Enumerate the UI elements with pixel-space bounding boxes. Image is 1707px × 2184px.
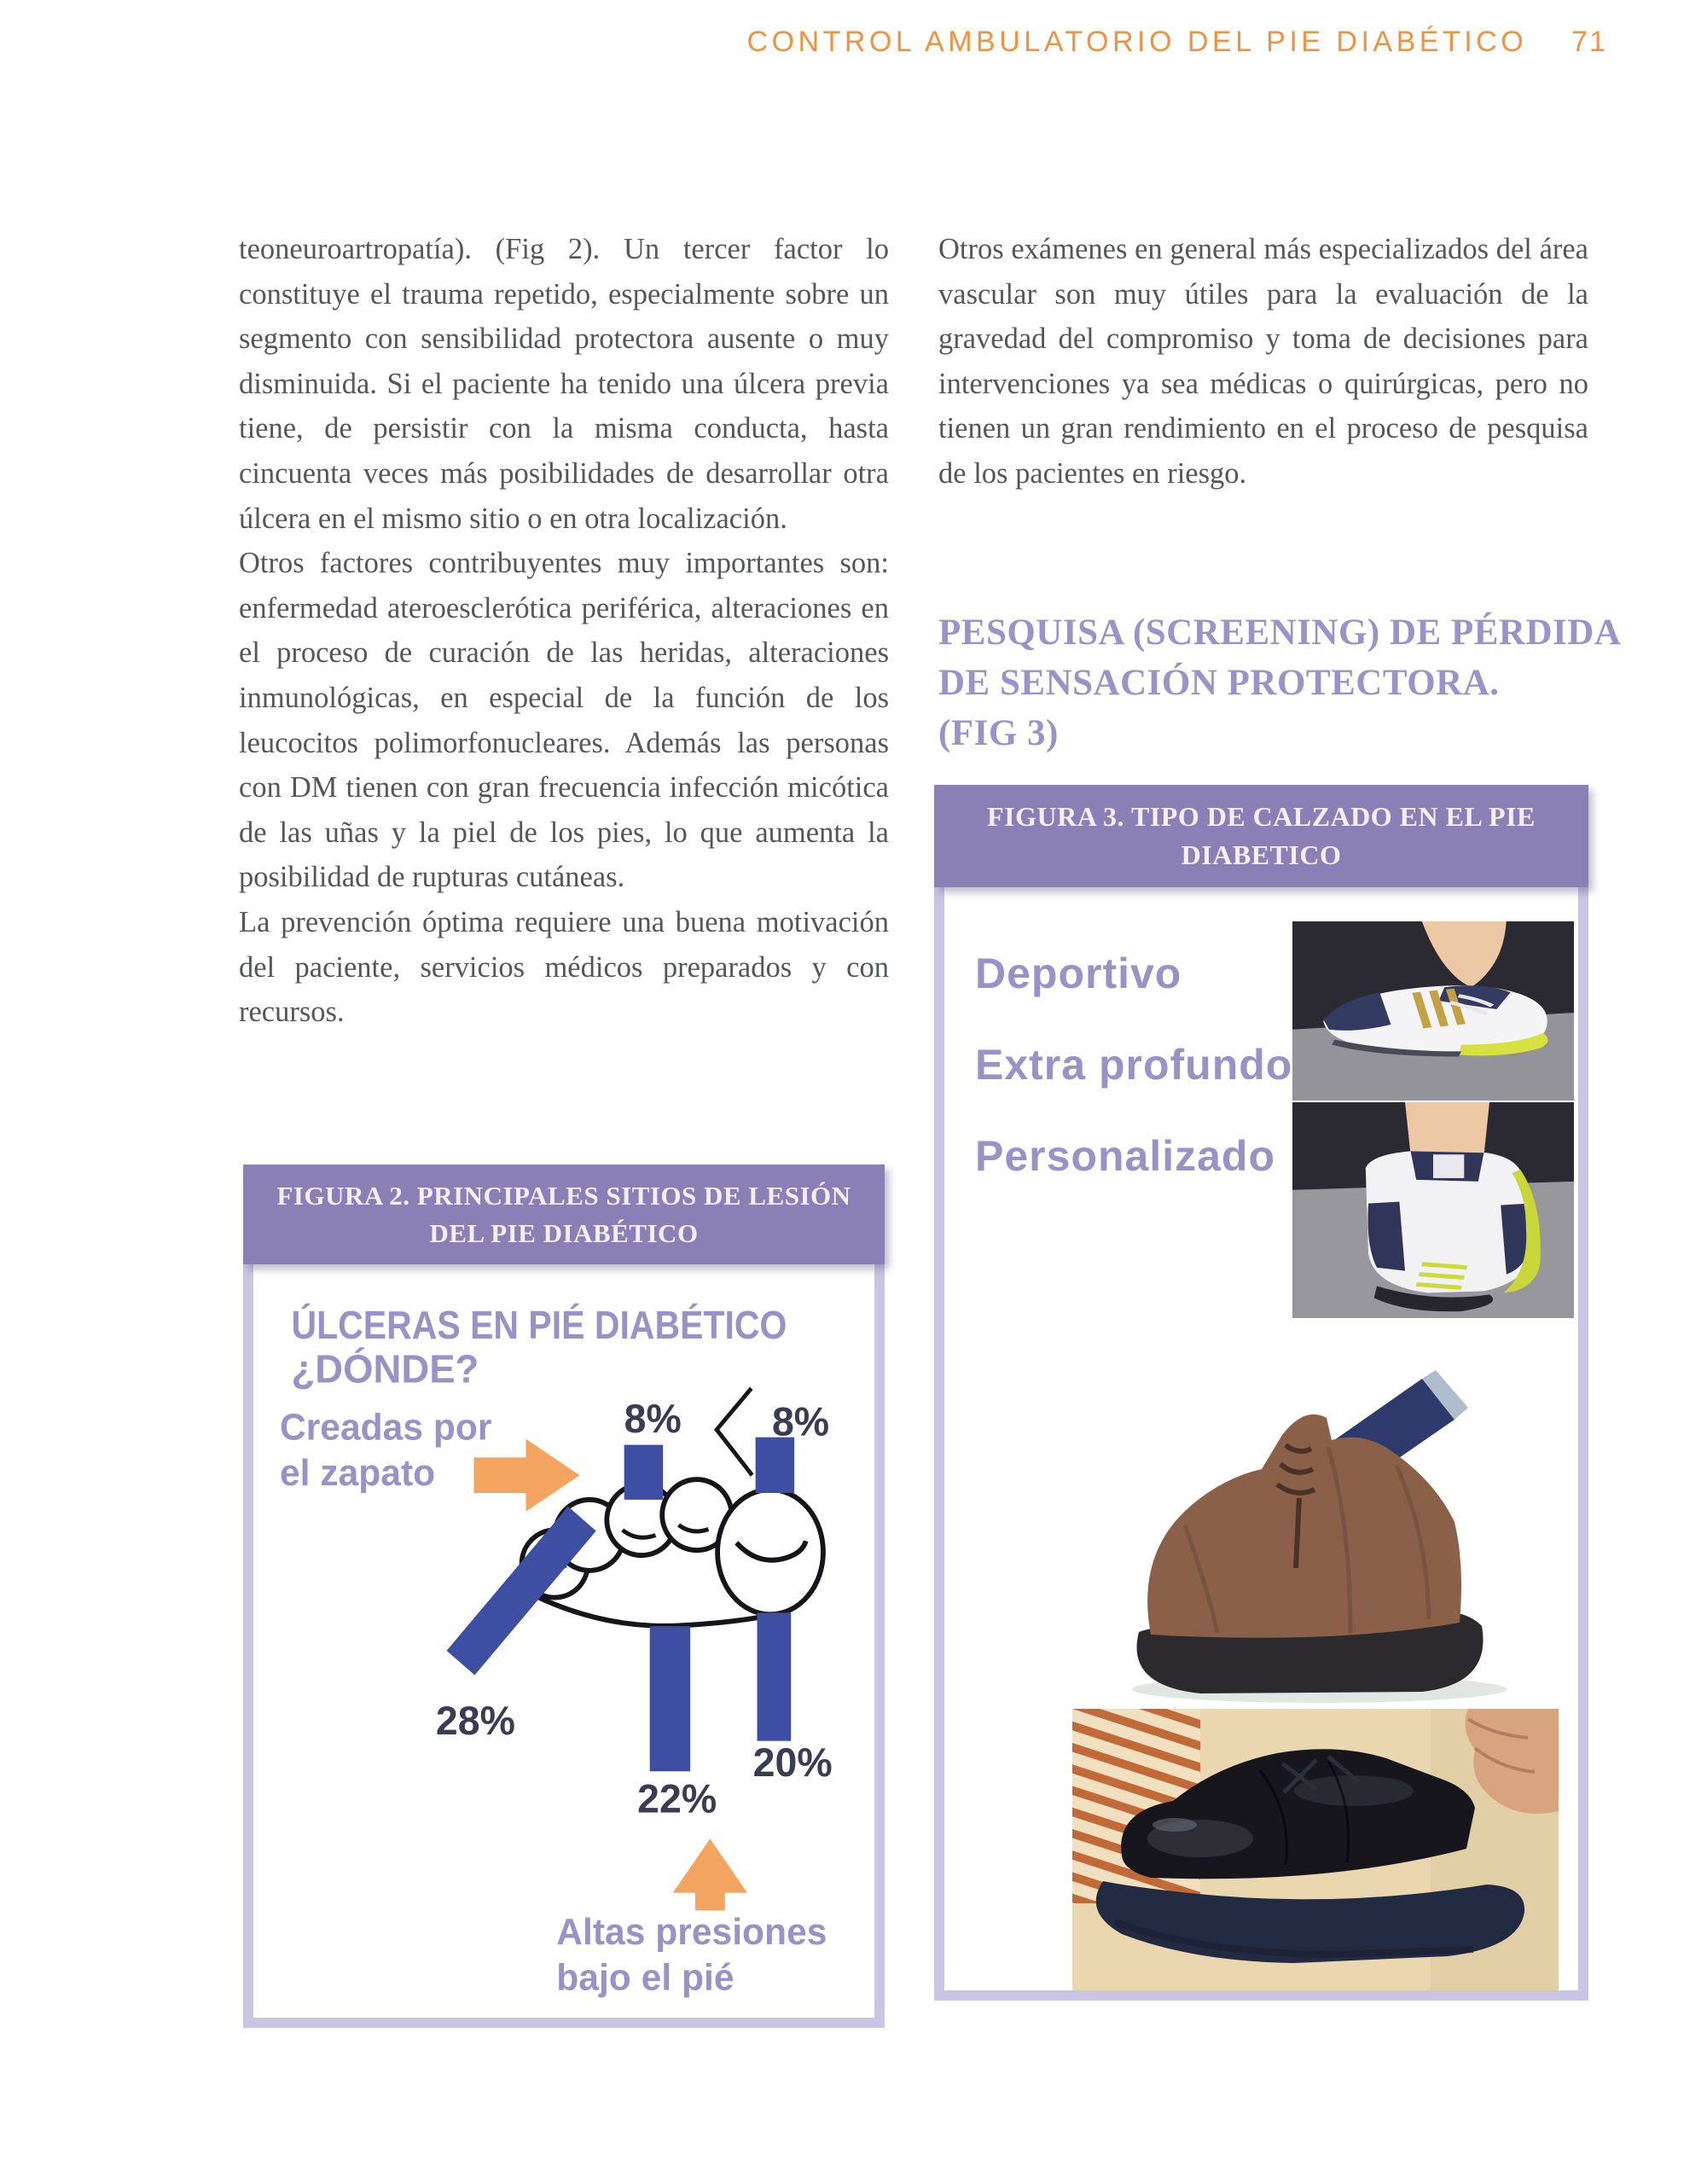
section-heading-line: PESQUISA (SCREENING) DE PÉRDIDA xyxy=(938,613,1622,653)
paragraph: Otros factores contribuyentes muy importantes son: enfermedad ateroesclerótica periférica, alteraciones en el proceso de curación de las heridas, alteraciones inmunológicas, en especial de la función de los leucocitos polimorfonucleares. Además las personas con DM tienen con gran frecuencia infección micótica de las uñas y la piel de los pies, lo que aumenta la posibilidad de rupturas cutáneas. xyxy=(239,547,889,894)
paragraph: teoneuroartropatía). (Fig 2). Un tercer factor lo constituye el trauma repetido, especialmente sobre un segmento con sensibilidad protectora ausente o muy disminuida. Si el paciente ha tenido una úlcera previa tiene, de persistir con la misma conducta, hasta cincuenta veces más posibilidades de desarrollar otra úlcera en el mismo sitio o en otra localización. xyxy=(239,233,889,535)
figure2-box xyxy=(243,1165,885,2028)
diagram-title-line1: ÚLCERAS EN PIÉ DIABÉTICO xyxy=(291,1302,787,1348)
shoe-type-personalizado: Personalizado xyxy=(975,1132,1275,1180)
photo-sport-shoe-heel xyxy=(1292,1102,1574,1318)
right-arrow-icon xyxy=(473,1439,579,1512)
shoe-type-list xyxy=(975,928,1292,1202)
figure2-header-line: FIGURA 2. PRINCIPALES SITIOS DE LESIÓN xyxy=(276,1180,851,1211)
figure3-body xyxy=(934,887,1588,2001)
figure3-box xyxy=(934,785,1588,2001)
right-column xyxy=(938,227,1588,497)
section-heading-line: DE SENSACIÓN PROTECTORA. xyxy=(938,663,1500,703)
figure3-header-line: FIGURA 3. TIPO DE CALZADO EN EL PIE xyxy=(987,801,1536,832)
section-heading xyxy=(938,607,1622,758)
shoe-label-line1: Creadas por xyxy=(279,1407,492,1449)
diagram-title-line2: ¿DÓNDE? xyxy=(291,1345,479,1391)
leader-line xyxy=(717,1388,752,1475)
pressure-label-line2: bajo el pié xyxy=(556,1956,734,1999)
pct-first-metatarsal: 20% xyxy=(752,1739,833,1786)
pct-second-toe: 8% xyxy=(624,1395,682,1441)
left-column xyxy=(239,227,889,1035)
page-number: 71 xyxy=(1571,26,1607,58)
shoe-type-deportivo: Deportivo xyxy=(975,950,1182,997)
running-header xyxy=(0,26,1607,58)
photo-extra-depth-shoe xyxy=(1089,1355,1533,1713)
figure2-header xyxy=(243,1165,885,1264)
photo-sport-shoe-side xyxy=(1292,921,1574,1101)
figure2-body xyxy=(243,1264,885,2028)
pct-big-toe: 8% xyxy=(771,1398,830,1444)
pct-central: 22% xyxy=(637,1775,717,1821)
running-title: CONTROL AMBULATORIO DEL PIE DIABÉTICO xyxy=(746,26,1528,58)
paragraph: La prevención óptima requiere una buena motivación del paciente, servicios médicos preparados y con recursos. xyxy=(239,905,889,1029)
figure3-header-line: DIABETICO xyxy=(1181,839,1342,870)
up-arrow-icon xyxy=(673,1838,747,1910)
pressure-label-line1: Altas presiones xyxy=(556,1911,827,1954)
ulcer-sites-diagram xyxy=(253,1264,874,2018)
shoe-label-line2: el zapato xyxy=(279,1452,436,1495)
section-heading-line: (FIG 3) xyxy=(938,713,1059,753)
paragraph: Otros exámenes en general más especializados del área vascular son muy útiles para la evaluación de la gravedad del compromiso y toma de decisiones para intervenciones ya sea médicas o quirúrgicas, pero no tienen un gran rendimiento en el proceso de pesquisa de los pacientes en riesgo. xyxy=(938,233,1588,490)
figure3-header xyxy=(934,785,1588,887)
photo-custom-shoe xyxy=(1072,1709,1559,1990)
pct-lateral: 28% xyxy=(435,1697,515,1743)
figure2-header-line: DEL PIE DIABÉTICO xyxy=(429,1217,699,1248)
shoe-type-extra-profundo: Extra profundo xyxy=(975,1041,1293,1089)
